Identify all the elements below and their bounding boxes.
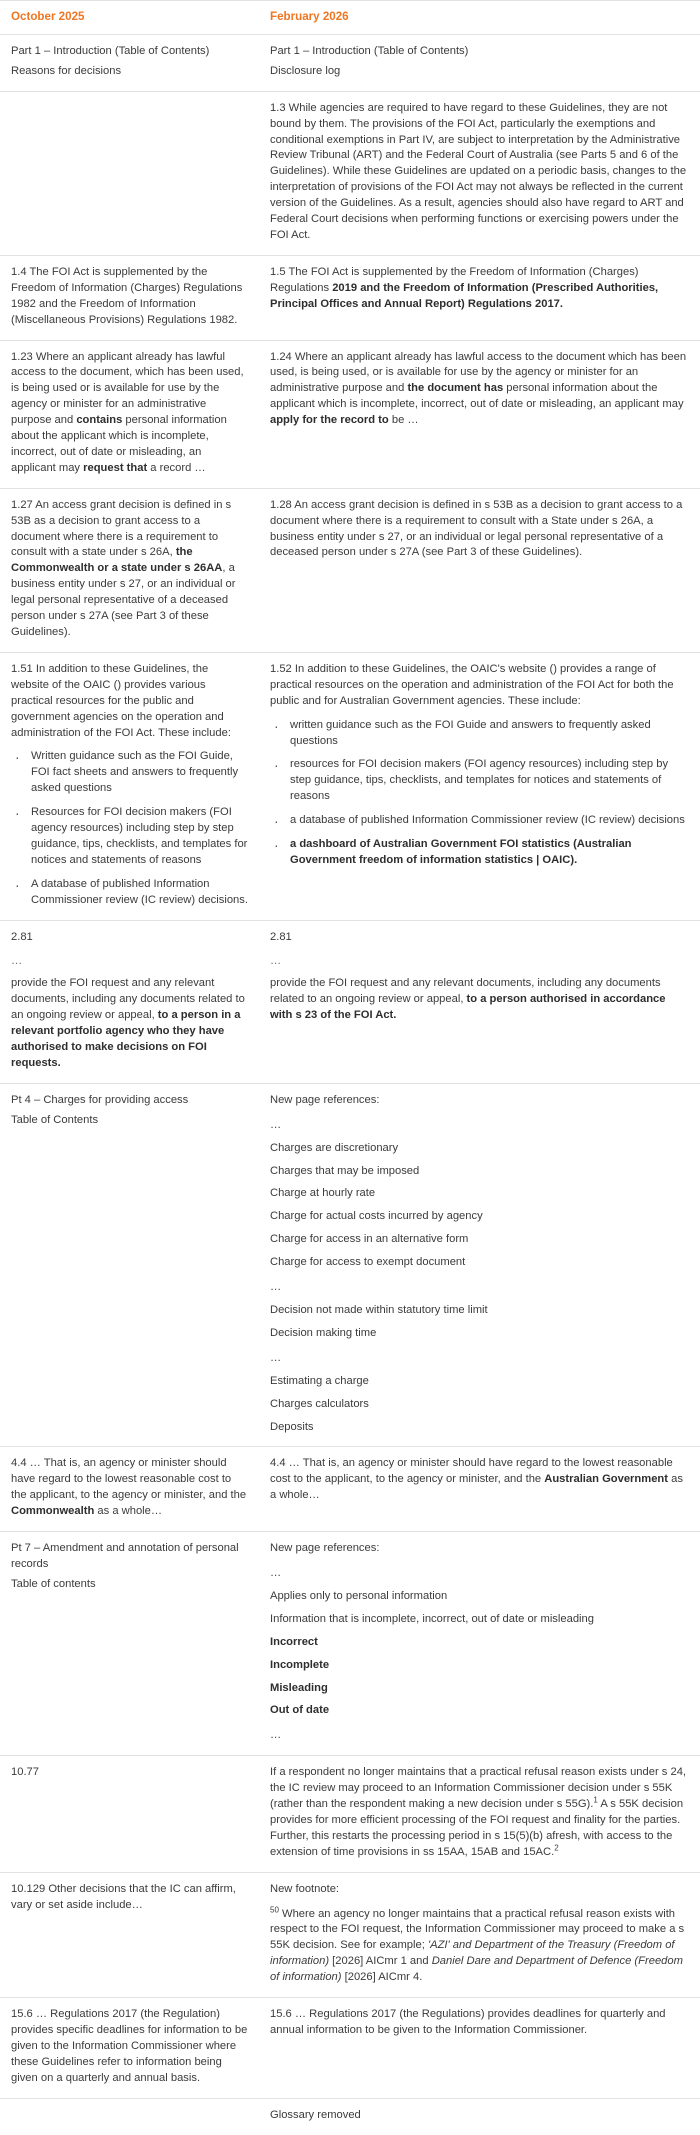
toc-entry: Charge for access to exempt document xyxy=(270,1256,466,1269)
toc-entry: Misleading xyxy=(270,1681,328,1694)
changed-text: 2019 and the Freedom of Information (Prescribed Authorities, Principal Offices and Annual Report) Regulations 2017. xyxy=(270,281,659,310)
toc-entry: Charge for access in an alternative form xyxy=(270,1233,469,1246)
cell-february xyxy=(259,255,700,340)
cell-october xyxy=(0,340,259,488)
table-row xyxy=(0,2098,700,2134)
cell-october xyxy=(0,34,259,91)
changed-text: Australian Government xyxy=(544,1473,668,1486)
table-row xyxy=(0,652,700,920)
toc-entry: Estimating a charge xyxy=(270,1374,369,1387)
text-run: 1.23 Where an applicant already has lawful access to the document, which has been used, is being used or is available for use by the agency or minister for an administrative purpose and xyxy=(11,350,244,427)
paragraph-text xyxy=(270,1904,689,1987)
toc-line: Part 1 – Introduction (Table of Contents) xyxy=(270,44,469,57)
cell-october xyxy=(0,1756,259,1872)
paragraph-number: 2.81 xyxy=(270,930,292,943)
toc-entry: Charge at hourly rate xyxy=(270,1187,376,1200)
paragraph-text: 15.6 … Regulations 2017 (the Regulations) provides deadlines for quarterly and annual information to be given to the Information Commissioner. xyxy=(270,2008,666,2036)
table-row xyxy=(0,34,700,91)
paragraph-text xyxy=(270,265,689,313)
toc-entry: Information that is incomplete, incorrect, out of date or misleading xyxy=(270,1612,594,1625)
cell-february xyxy=(259,1998,700,2099)
column-header-october-label: October 2025 xyxy=(11,10,85,23)
paragraph-text: 1.4 The FOI Act is supplemented by the Freedom of Information (Charges) Regulations 1982 and the Freedom of Information (Miscellaneous Provisions) Regulations 1982. xyxy=(11,265,243,326)
changed-text: Commonwealth xyxy=(11,1505,95,1518)
table-row xyxy=(0,920,700,1083)
column-header-february-label: February 2026 xyxy=(270,10,349,23)
toc-entry-list xyxy=(270,1566,689,1744)
cell-october xyxy=(0,920,259,1083)
toc-entry: Charges that may be imposed xyxy=(270,1164,420,1177)
footnote-marker: 2 xyxy=(554,1843,559,1853)
paragraph-text: 15.6 … Regulations 2017 (the Regulation) provides specific deadlines for information to be given to the Information Commissioner where these Guidelines refer to information being given on a quarterly and annual basis. xyxy=(11,2008,248,2084)
ellipsis-marker: … xyxy=(270,1351,282,1364)
paragraph-text: 1.28 An access grant decision is defined in s 53B as a decision to grant access to a document where there is a requirement to consult with a State under s 26A, a business entity under s 27, or an individual or legal personal representative of a deceased person under s 27A (see Part 3 of these Guidelines). xyxy=(270,498,683,559)
toc-entry-list xyxy=(270,1118,689,1436)
text-run: [2026] AICmr 4. xyxy=(341,1971,423,1984)
list-item xyxy=(27,877,248,909)
table-row xyxy=(0,1447,700,1532)
footnote-marker: 1 xyxy=(593,1795,598,1805)
paragraph-text: 1.3 While agencies are required to have regard to these Guidelines, they are not bound by them. The provisions of the FOI Act, particularly the exemptions and conditional exemptions in Part IV, are subject to interpretation by the Administrative Review Tribunal (ART) and the Federal Court of Australia (see Parts 5 and 6 of the Guidelines). While these Guidelines are updated on a periodic basis, changes to the interpretation of provisions of the FOI Act may not always be reflected in the current version of the Guidelines. As a result, agencies should also have regard to ART and Federal Court decisions when performing functions or exercising powers under the FOI Act. xyxy=(270,101,687,241)
paragraph-number: 2.81 xyxy=(11,930,33,943)
toc-line: Disclosure log xyxy=(270,64,341,77)
text-run: 4.4 … That is, an agency or minister should have regard to the lowest reasonable cost to the applicant, to the agency or minister, and the xyxy=(270,1457,673,1486)
text-run: [2026] AICmr 1 and xyxy=(329,1955,432,1968)
list-item xyxy=(286,837,689,869)
list-item xyxy=(286,718,689,750)
ellipsis-marker: … xyxy=(270,954,283,967)
paragraph-text xyxy=(270,1456,689,1504)
cell-february xyxy=(259,1447,700,1532)
text-run: as a whole… xyxy=(270,1473,683,1502)
cell-february xyxy=(259,340,700,488)
cell-february xyxy=(259,920,700,1083)
toc-entry: Charge for actual costs incurred by agency xyxy=(270,1210,483,1223)
list-item xyxy=(286,813,689,829)
list-item xyxy=(27,749,248,797)
cell-october xyxy=(0,91,259,255)
ellipsis-marker: … xyxy=(270,1118,282,1131)
text-run: A database of published Information Commissioner review (IC review) decisions. xyxy=(31,877,248,906)
column-header-february xyxy=(259,1,700,35)
comparison-table-body xyxy=(0,1,700,35)
paragraph-number: New footnote: xyxy=(270,1882,340,1895)
ellipsis-marker: … xyxy=(270,1281,282,1294)
toc-entry: Applies only to personal information xyxy=(270,1589,448,1602)
list-item xyxy=(27,805,248,869)
toc-entry: Incomplete xyxy=(270,1658,330,1671)
text-run: a record … xyxy=(147,461,206,474)
changed-text: apply for the record to xyxy=(270,414,389,427)
text-run: If a respondent no longer maintains that a practical refusal reason exists under s 24, the IC review may proceed to an Information Commissioner decision under s 55K (rather than the respondent making a new decision under s 55G). xyxy=(270,1766,687,1811)
paragraph-text xyxy=(270,1765,689,1860)
column-header-october xyxy=(0,1,259,35)
resource-bullet-list xyxy=(270,718,689,869)
cell-february xyxy=(259,2098,700,2134)
text-run: Written guidance such as the FOI Guide, FOI fact sheets and answers to frequently asked questions xyxy=(31,750,239,795)
paragraph-text xyxy=(270,976,689,1024)
cell-october xyxy=(0,652,259,920)
changed-text: to a person in a relevant portfolio agency who they have authorised to make decisions on FOI requests. xyxy=(11,1009,241,1069)
text-run: written guidance such as the FOI Guide and answers to frequently asked questions xyxy=(290,718,651,747)
list-item xyxy=(286,757,689,805)
text-run: resources for FOI decision makers (FOI agency resources) including step by step guidance, tips, checklists, and templates for notices and statements of reasons xyxy=(290,758,669,803)
paragraph-text: Glossary removed xyxy=(270,2108,361,2121)
cell-february xyxy=(259,488,700,652)
text-run: , a business entity under s 27, or an individual or legal personal representative of a deceased person under s 27A (see Part 3 of these Guidelines). xyxy=(11,562,236,638)
cell-february xyxy=(259,652,700,920)
text-run: personal information about the applicant which is incomplete, incorrect, out of date or misleading, an applicant may xyxy=(11,414,227,474)
changed-text: contains xyxy=(76,414,123,427)
changed-text: the Commonwealth or a state under s 26AA xyxy=(11,546,223,575)
cell-february xyxy=(259,91,700,255)
toc-line: Table of contents xyxy=(11,1577,96,1590)
cell-october xyxy=(0,1872,259,1997)
cell-february xyxy=(259,1532,700,1756)
changed-text: the document has xyxy=(407,382,504,395)
table-row xyxy=(0,1872,700,1997)
paragraph-text xyxy=(11,498,248,641)
new-page-references-title: New page references: xyxy=(270,1093,380,1106)
toc-entry: Deposits xyxy=(270,1420,314,1433)
toc-entry: Out of date xyxy=(270,1704,330,1717)
text-run: 4.4 … That is, an agency or minister should have regard to the lowest reasonable cost to the applicant, to the agency or minister, and the xyxy=(11,1457,247,1502)
toc-line: Reasons for decisions xyxy=(11,64,122,77)
text-run: 1.5 The FOI Act is supplemented by the Freedom of Information (Charges) Regulations xyxy=(270,265,639,294)
changed-text: a dashboard of Australian Government FOI statistics (Australian Government freedom of information statistics | OAIC). xyxy=(290,838,632,866)
cell-october xyxy=(0,1998,259,2099)
cell-february xyxy=(259,1756,700,1872)
toc-line: Table of Contents xyxy=(11,1113,99,1126)
toc-line: Pt 7 – Amendment and annotation of personal records xyxy=(11,1542,239,1570)
cell-october xyxy=(0,1447,259,1532)
paragraph-text xyxy=(11,1456,248,1520)
cell-october xyxy=(0,2098,259,2134)
table-row xyxy=(0,91,700,255)
cell-october xyxy=(0,1083,259,1447)
text-run: be … xyxy=(388,414,419,427)
toc-entry: Charges calculators xyxy=(270,1397,369,1410)
ellipsis-marker: … xyxy=(270,1566,282,1579)
cell-october xyxy=(0,488,259,652)
list-intro-text: 1.51 In addition to these Guidelines, the website of the OAIC () provides various practical resources for the public and government agencies on the operation and administration of the FOI Act. These include: xyxy=(11,662,231,739)
text-run: provide the FOI request and any relevant documents, including any documents related to an ongoing review or appeal, xyxy=(11,977,245,1022)
toc-entry: Charges are discretionary xyxy=(270,1141,399,1154)
paragraph-text: 10.77 xyxy=(11,1766,39,1779)
ellipsis-marker: … xyxy=(11,954,24,967)
ellipsis-marker: … xyxy=(270,1729,282,1742)
footnote-marker: 50 xyxy=(270,1904,279,1914)
resource-bullet-list xyxy=(11,749,248,908)
toc-line: Part 1 – Introduction (Table of Contents) xyxy=(11,44,210,57)
cell-october xyxy=(0,255,259,340)
paragraph-text xyxy=(270,350,689,430)
table-row xyxy=(0,340,700,488)
comparison-rows xyxy=(0,34,700,2134)
cell-october xyxy=(0,1532,259,1756)
table-row xyxy=(0,1998,700,2099)
list-intro-text: 1.52 In addition to these Guidelines, the OAIC's website () provides a range of practical resources on the operation and administration of the FOI Act for both the public and for Australian Government agencies. These include: xyxy=(270,662,674,707)
cell-february xyxy=(259,34,700,91)
table-row xyxy=(0,1083,700,1447)
text-run: 1.24 Where an applicant already has lawful access to the document which has been used, is being used, or is available for use by the agency or minister for an administrative purpose and xyxy=(270,350,687,395)
new-page-references-title: New page references: xyxy=(270,1542,380,1555)
text-run: Resources for FOI decision makers (FOI agency resources) including step by step guidance, tips, checklists, and templates for notices and statements of reasons xyxy=(31,806,248,866)
case-citation: 'AZI' and Department of the Treasury (Freedom of information) xyxy=(270,1939,675,1968)
table-row xyxy=(0,1532,700,1756)
paragraph-text xyxy=(11,976,248,1071)
case-citation: Daniel Dare and Department of Defence (Freedom of information) xyxy=(270,1955,683,1984)
paragraph-text xyxy=(11,350,248,477)
text-run: provide the FOI request and any relevant documents, including any documents related to an ongoing review or appeal, xyxy=(270,977,661,1006)
cell-february xyxy=(259,1083,700,1447)
text-run: as a whole… xyxy=(94,1505,163,1518)
toc-entry: Decision not made within statutory time limit xyxy=(270,1304,488,1316)
toc-entry: Incorrect xyxy=(270,1635,318,1648)
cell-february xyxy=(259,1872,700,1997)
text-run: personal information about the applicant which is incomplete, incorrect, out of date or misleading, an applicant may xyxy=(270,382,684,411)
toc-line: Pt 4 – Charges for providing access xyxy=(11,1093,189,1106)
table-row xyxy=(0,488,700,652)
table-header-row xyxy=(0,1,700,35)
changed-text: request that xyxy=(83,461,148,474)
text-run: Where an agency no longer maintains that a practical refusal reason exists with respect to the FOI request, the Information Commissioner may proceed to make a s 55K decision. See for example; xyxy=(270,1907,685,1952)
text-run: 1.27 An access grant decision is defined in s 53B as a decision to grant access to a document where there is a requirement to consult with a state under s 26A, xyxy=(11,498,232,559)
text-run: a database of published Information Commissioner review (IC review) decisions xyxy=(290,814,685,827)
toc-entry: Decision making time xyxy=(270,1326,377,1339)
table-row xyxy=(0,1756,700,1872)
table-row xyxy=(0,255,700,340)
paragraph-text: 10.129 Other decisions that the IC can affirm, vary or set aside include… xyxy=(11,1882,236,1911)
text-run: A s 55K decision provides for more efficient processing of the FOI request and finality for the parties. Further, this restarts the processing period in s 15(5)(b) afresh, with access to the extension of time provisions in ss 15AA, 15AB and 15AC. xyxy=(270,1798,684,1858)
changed-text: to a person authorised in accordance with s 23 of the FOI Act. xyxy=(270,993,666,1022)
